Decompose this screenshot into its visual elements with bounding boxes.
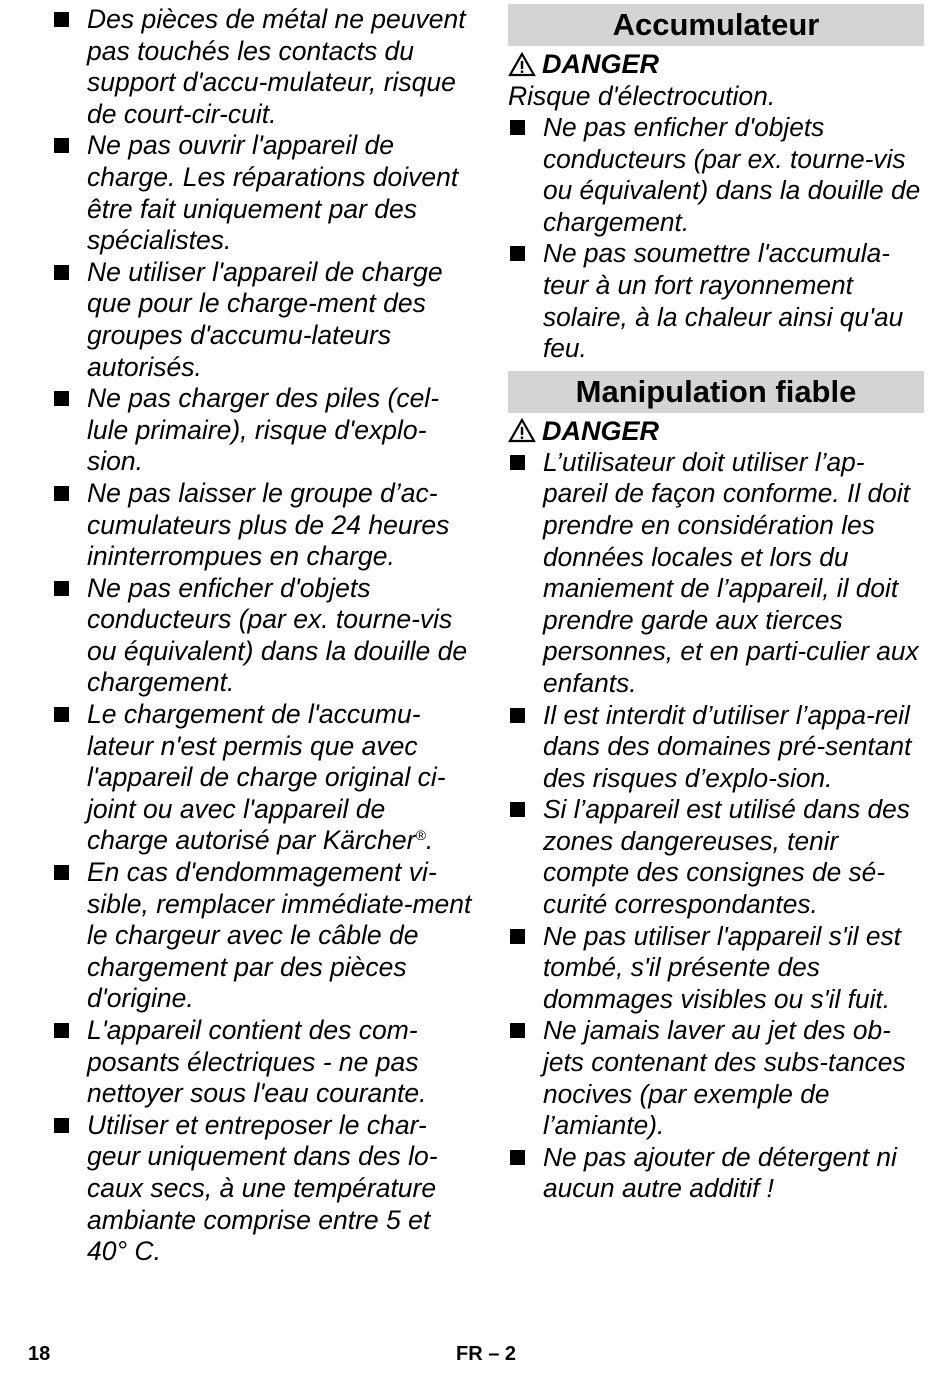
list-item-text: Ne utiliser l'appareil de charge que pour le charge-ment des groupes d'accumu-lateurs autorisés. (87, 256, 443, 382)
section-heading-manipulation: Manipulation fiable (508, 371, 924, 413)
bullet-square-icon (54, 865, 69, 880)
list-item (52, 573, 472, 699)
list-item (508, 112, 924, 238)
list-item-text: Ne pas utiliser l'appareil s'il est tombé, s'il présente des dommages visibles ou s'il fuit. (543, 920, 901, 1014)
bullet-square-icon (510, 246, 525, 261)
list-item (508, 921, 924, 1016)
section-heading-accumulateur: Accumulateur (508, 4, 924, 46)
list-item (508, 1142, 924, 1205)
bullet-square-icon (510, 120, 525, 135)
list-item (52, 1015, 472, 1110)
danger-notice (508, 415, 924, 447)
manipulation-bullet-list (508, 447, 924, 1205)
warning-triangle-icon (508, 52, 536, 77)
bullet-square-icon (54, 707, 69, 722)
list-item-text: Le chargement de l'accumu-lateur n'est permis que avec l'appareil de charge original ci-joint ou avec l'appareil de charge autorisé par Kärcher (87, 699, 446, 856)
list-item-text: L'appareil contient des com-posants électriques - ne pas nettoyer sous l'eau courante. (87, 1015, 427, 1109)
list-item-text: L’utilisateur doit utiliser l’ap-pareil de façon conforme. Il doit prendre en considération les données locales et lors du maniement de l’appareil, il doit prendre garde aux tierces personnes, et en parti-culier aux enfants. (543, 446, 919, 698)
list-item-text: Ne pas enficher d'objets conducteurs (par ex. tourne-vis ou équivalent) dans la douille de chargement. (87, 572, 468, 698)
left-column (52, 4, 472, 1268)
bullet-square-icon (54, 1118, 69, 1133)
list-item (508, 238, 924, 364)
right-column (508, 4, 924, 1205)
risk-text: Risque d'électrocution. (508, 81, 776, 111)
list-item (52, 1110, 472, 1268)
list-item-text: Ne jamais laver au jet des ob-jets contenant des subs-tances nocives (par exemple de l’amiante). (543, 1015, 906, 1141)
list-item-text: Ne pas charger des piles (cel-lule primaire), risque d'explo-sion. (87, 383, 440, 477)
registered-mark: ® (415, 827, 426, 844)
danger-notice (508, 48, 924, 80)
list-item (52, 130, 472, 256)
page-number: 18 (28, 1343, 51, 1365)
list-item-text: Utiliser et entreposer le char-geur uniquement dans des lo-caux secs, à une température ambiante comprise entre 5 et 40° C. (87, 1109, 438, 1267)
list-item-text: En cas d'endommagement vi-sible, remplacer immédiate-ment le chargeur avec le câble de chargement par des pièces d'origine. (87, 857, 472, 1014)
bullet-square-icon (510, 708, 525, 723)
list-item (52, 4, 472, 130)
warning-triangle-icon (508, 418, 536, 443)
list-item-text: Des pièces de métal ne peuvent pas touchés les contacts du support d'accu-mulateur, risque de court-cir-cuit. (87, 4, 466, 129)
list-item-text: Il est interdit d’utiliser l’appa-reil dans des domaines pré-sentant des risques d’explo-sion. (543, 699, 912, 793)
bullet-square-icon (54, 12, 69, 27)
bullet-square-icon (54, 486, 69, 501)
bullet-square-icon (510, 1023, 525, 1038)
list-item (52, 257, 472, 383)
bullet-square-icon (54, 138, 69, 153)
list-item-text: Si l’appareil est utilisé dans des zones dangereuses, tenir compte des consignes de sé-curité correspondantes. (543, 794, 910, 920)
list-item-text: Ne pas ajouter de détergent ni aucun autre additif ! (543, 1141, 897, 1204)
list-item (508, 447, 924, 700)
section-code: FR – 2 (456, 1343, 517, 1365)
bullet-square-icon (510, 1150, 525, 1165)
bullet-square-icon (54, 1023, 69, 1038)
bullet-square-icon (54, 391, 69, 406)
bullet-square-icon (510, 802, 525, 817)
list-item (52, 383, 472, 478)
bullet-square-icon (54, 581, 69, 596)
list-item-text: Ne pas enficher d'objets conducteurs (par ex. tourne-vis ou équivalent) dans la douille de chargement. (543, 112, 921, 237)
bullet-square-icon (510, 455, 525, 470)
danger-label: DANGER (542, 415, 660, 446)
list-item (52, 857, 472, 1015)
bullet-square-icon (510, 929, 525, 944)
list-item-text: Ne pas soumettre l'accumula-teur à un fort rayonnement solaire, à la chaleur ainsi qu'au feu. (543, 238, 904, 364)
list-item (52, 699, 472, 857)
danger-label: DANGER (542, 49, 660, 79)
left-bullet-list (52, 4, 472, 1268)
list-item (52, 478, 472, 573)
accumulateur-bullet-list (508, 112, 924, 365)
list-item-text: Ne pas laisser le groupe d’ac-cumulateurs plus de 24 heures ininterrompues en charge. (87, 477, 450, 572)
list-item-text: Ne pas ouvrir l'appareil de charge. Les réparations doivent être fait uniquement par des spécialistes. (87, 130, 459, 256)
list-item (508, 700, 924, 795)
list-item (508, 1015, 924, 1141)
bullet-square-icon (54, 265, 69, 280)
list-item-end: . (425, 825, 434, 856)
list-item (508, 794, 924, 920)
